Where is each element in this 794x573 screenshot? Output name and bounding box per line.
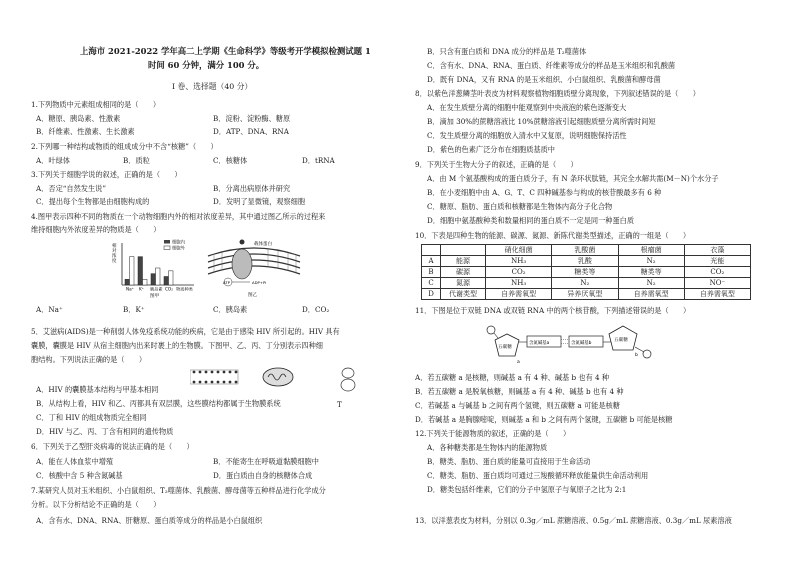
- exam-title: 上海市 2021-2022 学年高二上学期《生命科学》等级考开学模拟检测试题 1: [80, 46, 371, 56]
- table-cell: NH₃: [486, 256, 552, 267]
- table-cell: 代谢类型: [441, 289, 486, 300]
- q1-option-c: B．纤维素、性激素、生长激素: [36, 127, 135, 136]
- q5-stem-line1: 5．艾滋病(AIDS)是一种削弱人体免疫系统功能的疾病，它是由于感染 HIV 所引起的。HIV 具有: [31, 327, 340, 336]
- q6-option-a: A．能在人体血浆中增殖: [36, 457, 114, 466]
- q5-option-d: D．HIV 与乙、丙、丁含有相同的遗传物质: [36, 427, 174, 436]
- q2-option-d: D．tRNA: [302, 156, 335, 165]
- bar-out-2: [156, 268, 161, 285]
- q4-option-c: C．胰岛素: [213, 305, 248, 314]
- q5-figure-label: T: [337, 400, 342, 409]
- x-axis-label: 物质种类: [176, 286, 193, 292]
- phosphate-b-circle: [643, 350, 651, 358]
- tick-label-co2: CO₂: [165, 286, 173, 292]
- q10-stem: 10．下表是四种生物的能源、碳源、氮源、新陈代谢类型描述，正确的一组是（ ）: [415, 231, 691, 240]
- q1-stem: 1.下列物质中元素组成相同的是（ ）: [31, 100, 161, 109]
- table-cell: CO₂: [684, 267, 750, 278]
- table-header-cell: [441, 245, 486, 256]
- q4-stem-line2: 维持细胞内外浓度差异的物质是（ ）: [31, 225, 161, 234]
- q9-option-b: B．在小麦细胞中由 A、G、T、C 四种碱基参与构成的核苷酸最多有 6 种: [427, 188, 662, 197]
- legend-label-in: 细胞内: [172, 240, 185, 246]
- table-row: [422, 289, 751, 300]
- base-b-label: 含氮碱基b: [571, 341, 592, 346]
- sugar-a-letter: a: [517, 360, 520, 365]
- figure-jia-caption: 图甲: [150, 294, 160, 299]
- table-cell: D: [422, 289, 441, 300]
- q11-nucleotide-figure: [485, 320, 665, 370]
- q6-stem: 6．下列关于乙型肝炎病毒的说法正确的是（ ）: [31, 442, 194, 451]
- q4-option-a: A．Na⁺: [36, 305, 63, 314]
- table-cell: A: [422, 256, 441, 267]
- q3-option-d: D．发明了显微镜，观察细胞: [213, 197, 306, 206]
- table-cell: B: [422, 267, 441, 278]
- table-cell: 氮源: [441, 278, 486, 289]
- q7-option-b: B．只含有蛋白质和 DNA 成分的样品是 T₂噬菌体: [427, 47, 587, 56]
- q5-option-b: B．从结构上看，HIV 和乙、丙都具有双层膜，这些膜结构都属于生物膜系统: [36, 399, 281, 408]
- q8-option-d: D．紫色的色素广泛分布在细胞质基质中: [427, 145, 555, 154]
- sugar-b-letter: b: [635, 353, 638, 358]
- q12-option-c: C．糖类、脂肪、蛋白质均可通过三羧酸循环释放能量供生命活动利用: [427, 471, 649, 480]
- q11-option-a: A．若五碳糖 a 是核糖，则碱基 a 有 4 种、碱基 b 也有 4 种: [415, 373, 610, 382]
- q11-option-d: D．若碱基 a 是胸腺嘧啶，则碱基 a 和 b 之间有两个氢键，五碳糖 b 可能是核糖: [415, 415, 673, 424]
- legend-swatch-in: [164, 240, 170, 244]
- y-axis-label: 相对浓度: [112, 244, 117, 264]
- q4-option-d: D．CO₂: [302, 305, 330, 314]
- q12-option-a: A．各种糖类都是生物体内的能源物质: [427, 443, 548, 452]
- q7-option-a: A．含有水、DNA、RNA、肝糖原、蛋白质等成分的样品是小白鼠组织: [36, 516, 263, 525]
- table-cell: CO₂: [486, 267, 552, 278]
- table-header-cell: 乳酸菌: [552, 245, 618, 256]
- table-cell: 糖类等: [618, 267, 684, 278]
- base-a-label: 含氮碱基a: [529, 341, 550, 346]
- q10-table: [421, 244, 751, 300]
- q12-option-d: D．糖类包括纤维素，它们的分子中氢原子与氧原子之比为 2:1: [427, 485, 627, 494]
- figure-yi-membrane: [206, 238, 302, 300]
- table-cell: 自养需氧型: [486, 289, 552, 300]
- q4-option-b: B．K⁺: [123, 305, 145, 314]
- table-cell: N₂: [618, 256, 684, 267]
- table-cell: N₂: [618, 278, 684, 289]
- q3-option-c: C．提出每个生物都是由细胞构成的: [36, 197, 150, 206]
- table-cell: 自养需氧型: [684, 289, 750, 300]
- q2-stem: 2.下列哪一种结构或物质的组成成分中不含“核糖”（ ）: [31, 142, 218, 151]
- bar-in-2: [151, 274, 156, 285]
- figure-jia-chart: [108, 237, 198, 299]
- q7-option-d: D．既有 DNA，又有 RNA 的是玉米组织、小白鼠组织、乳酸菌和酵母菌: [427, 75, 661, 84]
- bar-out-0: [130, 257, 135, 285]
- q3-option-b: B．分离出病原体并研究: [213, 184, 291, 193]
- table-header-cell: 根瘤菌: [618, 245, 684, 256]
- bar-out-3: [169, 271, 174, 285]
- sugar-b-label: 五碳糖: [614, 338, 628, 343]
- q1-option-b: B．淀粉、淀粉酶、糖原: [213, 114, 291, 123]
- q2-option-c: C．核糖体: [213, 156, 248, 165]
- q6-option-d: D．蛋白质由自身的核糖体合成: [213, 471, 313, 480]
- legend-swatch-out: [164, 246, 170, 250]
- q2-option-a: A．叶绿体: [36, 156, 70, 165]
- q8-option-a: A．在发生质壁分离的细胞中能观察到中央液泡的紫色逐渐变大: [427, 103, 627, 112]
- sugar-a-label: 五碳糖: [498, 345, 512, 350]
- table-cell: NO⁻: [684, 278, 750, 289]
- table-cell: C: [422, 278, 441, 289]
- tick-label-k: K⁺: [139, 286, 144, 292]
- q3-stem: 3.下列关于细胞学说的叙述，正确的是（ ）: [31, 170, 182, 179]
- carrier-protein-shape: [232, 249, 252, 279]
- solute-molecule: [240, 240, 245, 245]
- q1-option-d: D．ATP、DNA、RNA: [213, 127, 289, 136]
- q4-stem-line1: 4.图甲表示四种不同的物质在一个动物细胞内外的相对浓度差异，其中通过图乙所示的过程来: [31, 212, 326, 221]
- structure-ding-ribosome: [341, 368, 355, 391]
- q2-option-b: B．质粒: [123, 156, 150, 165]
- bar-group: [125, 257, 173, 285]
- q8-option-c: C．发生质壁分离的细胞放入清水中又复原，说明细胞保持活性: [427, 131, 627, 140]
- table-cell: 乳酸: [552, 256, 618, 267]
- q7-option-c: C．含有水、DNA、RNA、蛋白质、纤维素等成分的样品是玉米组织和乳酸菌: [427, 61, 676, 70]
- tick-label-na: Na⁺: [126, 286, 134, 292]
- adp-label: ADP+Pi: [252, 280, 267, 285]
- q8-option-b: B．滴加 30%的蔗糖溶液比 10%蔗糖溶液引起细胞质壁分离所需时间短: [427, 117, 656, 126]
- q9-stem: 9．下列关于生物大分子的叙述，正确的是（ ）: [415, 160, 578, 169]
- bar-out-1: [143, 279, 148, 285]
- table-cell: 糖类等: [552, 267, 618, 278]
- section-title: I 卷、选择题（40 分）: [172, 82, 253, 91]
- q11-option-c: C．若碱基 a 与碱基 b 之间有两个氢键，则五碳糖 a 可能是核糖: [415, 401, 620, 410]
- q1-option-a: A．糖原、胰岛素、性激素: [36, 114, 121, 123]
- table-cell: 光能: [684, 256, 750, 267]
- q5-stem-line3: 胞结构。下列说法正确的是（ ）: [31, 355, 147, 364]
- q5-stem-line2: 囊膜，囊膜是 HIV 从宿主细胞内出来时裹上的生物膜。下图甲、乙、丙、丁分别表示四种细: [31, 341, 323, 350]
- table-row: [422, 278, 751, 289]
- q5-structures-figure: [190, 364, 360, 396]
- legend-label-out: 细胞外: [172, 246, 185, 252]
- table-row: [422, 256, 751, 267]
- q7-stem-line2: 分析。以下分析结论不正确的是（ ）: [31, 500, 161, 509]
- q9-option-c: C．糖原、脂肪、蛋白质和核糖都是生物体内高分子化合物: [427, 202, 613, 211]
- table-cell: N₂: [552, 278, 618, 289]
- q12-option-b: B．糖类、脂肪、蛋白质的能量可直接用于生命活动: [427, 457, 591, 466]
- structure-yi-mitochondrion: [263, 368, 293, 386]
- table-header-cell: [422, 245, 441, 256]
- atp-label: ATP: [223, 280, 230, 285]
- tick-label-insulin: 胰岛素: [150, 286, 163, 292]
- q13-stem: 13．以洋葱表皮为材料，分别以 0.3g／mL 蔗糖溶液、0.5g／mL 蔗糖溶液、0.3g／mL 尿素溶液: [415, 516, 732, 525]
- table-row: [422, 267, 751, 278]
- table-header-cell: 衣藻: [684, 245, 750, 256]
- q11-stem: 11．下图是位于双链 DNA 或双链 RNA 中的两个核苷酸，下列描述错误的是（ ）: [415, 306, 691, 315]
- table-cell: 自养需氧型: [618, 289, 684, 300]
- table-cell: NH₃: [486, 278, 552, 289]
- figure-yi-caption: 图乙: [248, 293, 258, 298]
- table-header-cell: 硝化细菌: [486, 245, 552, 256]
- table-cell: 异养厌氧型: [552, 289, 618, 300]
- carrier-protein-label: 载体蛋白: [254, 242, 272, 247]
- table-header-row: [422, 245, 751, 256]
- table-cell: 碳源: [441, 267, 486, 278]
- q6-option-b: B．不能寄生在呼吸道黏膜细胞中: [213, 457, 319, 466]
- q5-option-c: C．丁和 HIV 的组成物质完全相同: [36, 413, 147, 422]
- q3-option-a: A．否定“自然发生说”: [36, 184, 107, 193]
- structure-jia-membrane: [190, 370, 238, 384]
- q8-stem: 8．以紫色洋葱鳞茎叶表皮为材料观察植物细胞质壁分离现象，下列叙述错误的是（ ）: [415, 89, 700, 98]
- q6-option-c: C．核酸中含 5 种含氮碱基: [36, 471, 123, 480]
- q12-stem: 12.下列关于能源物质的叙述，正确的是（ ）: [415, 429, 571, 438]
- q9-option-d: D．细胞中氨基酸种类和数量相同的蛋白质不一定是同一种蛋白质: [427, 216, 635, 225]
- bar-in-0: [125, 279, 130, 285]
- q9-option-a: A．由 M 个氨基酸构成的蛋白质分子，有 N 条环状肽链，其完全水解共需(M－N)个水分子: [427, 174, 719, 183]
- table-cell: 能源: [441, 256, 486, 267]
- q5-option-a: A．HIV 的囊膜基本结构与甲基本相同: [36, 385, 159, 394]
- phosphate-a-circle: [487, 326, 495, 334]
- q11-option-b: B．若五碳糖 a 是脱氧核糖，则碱基 a 有 4 种、碱基 b 也有 4 种: [415, 387, 624, 396]
- bar-in-1: [138, 257, 143, 285]
- exam-subtitle: 时间 60 分钟，满分 100 分。: [148, 60, 265, 70]
- right-column: [397, 0, 794, 573]
- q7-stem-line1: 7.某研究人员对玉米组织、小白鼠组织、T₂噬菌体、乳酸菌、酵母菌等五种样品进行化学成分: [31, 486, 326, 495]
- bar-in-3: [164, 277, 169, 286]
